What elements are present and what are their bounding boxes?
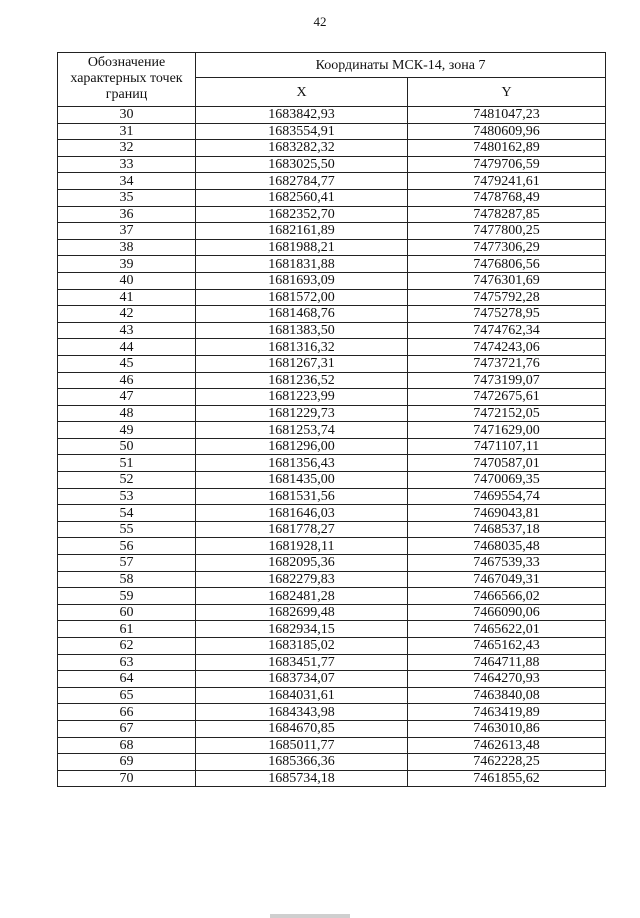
table-row bbox=[58, 156, 606, 173]
point-number-cell: 64 bbox=[58, 671, 196, 688]
y-coordinate-cell: 7465622,01 bbox=[408, 621, 606, 638]
y-coordinate-cell: 7470069,35 bbox=[408, 472, 606, 489]
y-coordinate-cell: 7480609,96 bbox=[408, 123, 606, 140]
y-coordinate-cell: 7474243,06 bbox=[408, 339, 606, 356]
x-coordinate-cell: 1682699,48 bbox=[196, 604, 408, 621]
x-coordinate-cell: 1682095,36 bbox=[196, 555, 408, 572]
point-number-cell: 67 bbox=[58, 720, 196, 737]
x-coordinate-cell: 1681531,56 bbox=[196, 488, 408, 505]
y-coordinate-cell: 7464711,88 bbox=[408, 654, 606, 671]
y-coordinate-cell: 7468035,48 bbox=[408, 538, 606, 555]
y-coordinate-cell: 7471107,11 bbox=[408, 438, 606, 455]
x-coordinate-cell: 1683734,07 bbox=[196, 671, 408, 688]
y-coordinate-cell: 7464270,93 bbox=[408, 671, 606, 688]
point-number-cell: 66 bbox=[58, 704, 196, 721]
x-coordinate-cell: 1681236,52 bbox=[196, 372, 408, 389]
coordinates-table bbox=[57, 52, 606, 787]
point-number-cell: 51 bbox=[58, 455, 196, 472]
header-x: X bbox=[196, 78, 408, 107]
x-coordinate-cell: 1681296,00 bbox=[196, 438, 408, 455]
y-coordinate-cell: 7474762,34 bbox=[408, 322, 606, 339]
scan-edge-mark bbox=[270, 914, 350, 918]
table-row bbox=[58, 339, 606, 356]
point-number-cell: 58 bbox=[58, 571, 196, 588]
y-coordinate-cell: 7472675,61 bbox=[408, 389, 606, 406]
point-number-cell: 36 bbox=[58, 206, 196, 223]
table-row bbox=[58, 239, 606, 256]
table-row bbox=[58, 671, 606, 688]
x-coordinate-cell: 1684670,85 bbox=[196, 720, 408, 737]
point-number-cell: 37 bbox=[58, 223, 196, 240]
point-number-cell: 41 bbox=[58, 289, 196, 306]
y-coordinate-cell: 7463010,86 bbox=[408, 720, 606, 737]
x-coordinate-cell: 1681316,32 bbox=[196, 339, 408, 356]
y-coordinate-cell: 7469043,81 bbox=[408, 505, 606, 522]
y-coordinate-cell: 7475278,95 bbox=[408, 306, 606, 323]
point-number-cell: 63 bbox=[58, 654, 196, 671]
x-coordinate-cell: 1685734,18 bbox=[196, 770, 408, 787]
x-coordinate-cell: 1682279,83 bbox=[196, 571, 408, 588]
point-number-cell: 39 bbox=[58, 256, 196, 273]
y-coordinate-cell: 7472152,05 bbox=[408, 405, 606, 422]
point-number-cell: 53 bbox=[58, 488, 196, 505]
x-coordinate-cell: 1681435,00 bbox=[196, 472, 408, 489]
point-number-cell: 65 bbox=[58, 687, 196, 704]
point-number-cell: 45 bbox=[58, 355, 196, 372]
x-coordinate-cell: 1681356,43 bbox=[196, 455, 408, 472]
point-number-cell: 54 bbox=[58, 505, 196, 522]
y-coordinate-cell: 7468537,18 bbox=[408, 521, 606, 538]
y-coordinate-cell: 7463840,08 bbox=[408, 687, 606, 704]
y-coordinate-cell: 7478287,85 bbox=[408, 206, 606, 223]
table-row bbox=[58, 638, 606, 655]
table-row bbox=[58, 704, 606, 721]
y-coordinate-cell: 7477306,29 bbox=[408, 239, 606, 256]
x-coordinate-cell: 1682481,28 bbox=[196, 588, 408, 605]
x-coordinate-cell: 1681988,21 bbox=[196, 239, 408, 256]
header-y: Y bbox=[408, 78, 606, 107]
x-coordinate-cell: 1681778,27 bbox=[196, 521, 408, 538]
x-coordinate-cell: 1683842,93 bbox=[196, 107, 408, 124]
x-coordinate-cell: 1681572,00 bbox=[196, 289, 408, 306]
y-coordinate-cell: 7479706,59 bbox=[408, 156, 606, 173]
y-coordinate-cell: 7461855,62 bbox=[408, 770, 606, 787]
table-row bbox=[58, 422, 606, 439]
table-row bbox=[58, 289, 606, 306]
point-number-cell: 30 bbox=[58, 107, 196, 124]
point-number-cell: 70 bbox=[58, 770, 196, 787]
table-row bbox=[58, 488, 606, 505]
header-coordinate-system: Координаты МСК-14, зона 7 bbox=[196, 53, 606, 78]
x-coordinate-cell: 1681229,73 bbox=[196, 405, 408, 422]
point-number-cell: 35 bbox=[58, 189, 196, 206]
point-number-cell: 33 bbox=[58, 156, 196, 173]
y-coordinate-cell: 7477800,25 bbox=[408, 223, 606, 240]
table-row bbox=[58, 571, 606, 588]
x-coordinate-cell: 1682934,15 bbox=[196, 621, 408, 638]
point-number-cell: 60 bbox=[58, 604, 196, 621]
table-row bbox=[58, 173, 606, 190]
table-row bbox=[58, 604, 606, 621]
table-row bbox=[58, 555, 606, 572]
y-coordinate-cell: 7480162,89 bbox=[408, 140, 606, 157]
point-number-cell: 34 bbox=[58, 173, 196, 190]
point-number-cell: 43 bbox=[58, 322, 196, 339]
table-body bbox=[58, 107, 606, 787]
point-number-cell: 48 bbox=[58, 405, 196, 422]
y-coordinate-cell: 7469554,74 bbox=[408, 488, 606, 505]
y-coordinate-cell: 7471629,00 bbox=[408, 422, 606, 439]
table-row bbox=[58, 372, 606, 389]
table-row bbox=[58, 322, 606, 339]
table-row bbox=[58, 737, 606, 754]
x-coordinate-cell: 1681646,03 bbox=[196, 505, 408, 522]
y-coordinate-cell: 7473199,07 bbox=[408, 372, 606, 389]
y-coordinate-cell: 7476301,69 bbox=[408, 272, 606, 289]
x-coordinate-cell: 1681831,88 bbox=[196, 256, 408, 273]
x-coordinate-cell: 1681693,09 bbox=[196, 272, 408, 289]
x-coordinate-cell: 1682161,89 bbox=[196, 223, 408, 240]
table-row bbox=[58, 770, 606, 787]
x-coordinate-cell: 1684031,61 bbox=[196, 687, 408, 704]
x-coordinate-cell: 1683185,02 bbox=[196, 638, 408, 655]
x-coordinate-cell: 1685011,77 bbox=[196, 737, 408, 754]
table-row bbox=[58, 405, 606, 422]
point-number-cell: 68 bbox=[58, 737, 196, 754]
y-coordinate-cell: 7470587,01 bbox=[408, 455, 606, 472]
x-coordinate-cell: 1683025,50 bbox=[196, 156, 408, 173]
table-row bbox=[58, 754, 606, 771]
point-number-cell: 49 bbox=[58, 422, 196, 439]
x-coordinate-cell: 1684343,98 bbox=[196, 704, 408, 721]
point-number-cell: 59 bbox=[58, 588, 196, 605]
point-number-cell: 62 bbox=[58, 638, 196, 655]
page-number: 42 bbox=[313, 14, 327, 29]
table-row bbox=[58, 455, 606, 472]
table-row bbox=[58, 621, 606, 638]
x-coordinate-cell: 1683282,32 bbox=[196, 140, 408, 157]
x-coordinate-cell: 1681383,50 bbox=[196, 322, 408, 339]
point-number-cell: 38 bbox=[58, 239, 196, 256]
x-coordinate-cell: 1681223,99 bbox=[196, 389, 408, 406]
point-number-cell: 52 bbox=[58, 472, 196, 489]
table-row bbox=[58, 505, 606, 522]
table-row bbox=[58, 355, 606, 372]
x-coordinate-cell: 1683554,91 bbox=[196, 123, 408, 140]
x-coordinate-cell: 1682352,70 bbox=[196, 206, 408, 223]
table-row bbox=[58, 123, 606, 140]
table-header bbox=[58, 53, 606, 107]
y-coordinate-cell: 7462613,48 bbox=[408, 737, 606, 754]
point-number-cell: 44 bbox=[58, 339, 196, 356]
table-row bbox=[58, 472, 606, 489]
point-number-cell: 46 bbox=[58, 372, 196, 389]
table-row bbox=[58, 306, 606, 323]
y-coordinate-cell: 7481047,23 bbox=[408, 107, 606, 124]
table-row bbox=[58, 189, 606, 206]
y-coordinate-cell: 7473721,76 bbox=[408, 355, 606, 372]
table-row bbox=[58, 389, 606, 406]
point-number-cell: 56 bbox=[58, 538, 196, 555]
table-row bbox=[58, 272, 606, 289]
point-number-cell: 50 bbox=[58, 438, 196, 455]
x-coordinate-cell: 1682784,77 bbox=[196, 173, 408, 190]
y-coordinate-cell: 7466566,02 bbox=[408, 588, 606, 605]
y-coordinate-cell: 7467539,33 bbox=[408, 555, 606, 572]
y-coordinate-cell: 7475792,28 bbox=[408, 289, 606, 306]
point-number-cell: 47 bbox=[58, 389, 196, 406]
table-row bbox=[58, 538, 606, 555]
y-coordinate-cell: 7467049,31 bbox=[408, 571, 606, 588]
table-row bbox=[58, 107, 606, 124]
x-coordinate-cell: 1681253,74 bbox=[196, 422, 408, 439]
table-row bbox=[58, 438, 606, 455]
table-row bbox=[58, 687, 606, 704]
x-coordinate-cell: 1685366,36 bbox=[196, 754, 408, 771]
table-row bbox=[58, 140, 606, 157]
point-number-cell: 61 bbox=[58, 621, 196, 638]
y-coordinate-cell: 7463419,89 bbox=[408, 704, 606, 721]
table-row bbox=[58, 223, 606, 240]
y-coordinate-cell: 7476806,56 bbox=[408, 256, 606, 273]
point-number-cell: 42 bbox=[58, 306, 196, 323]
point-number-cell: 57 bbox=[58, 555, 196, 572]
y-coordinate-cell: 7479241,61 bbox=[408, 173, 606, 190]
y-coordinate-cell: 7466090,06 bbox=[408, 604, 606, 621]
table-row bbox=[58, 256, 606, 273]
x-coordinate-cell: 1683451,77 bbox=[196, 654, 408, 671]
point-number-cell: 31 bbox=[58, 123, 196, 140]
header-point-designation: Обозначение характерных точек границ bbox=[58, 53, 196, 107]
y-coordinate-cell: 7462228,25 bbox=[408, 754, 606, 771]
table-row bbox=[58, 720, 606, 737]
table-row bbox=[58, 206, 606, 223]
x-coordinate-cell: 1681928,11 bbox=[196, 538, 408, 555]
y-coordinate-cell: 7465162,43 bbox=[408, 638, 606, 655]
table-row bbox=[58, 521, 606, 538]
x-coordinate-cell: 1682560,41 bbox=[196, 189, 408, 206]
point-number-cell: 55 bbox=[58, 521, 196, 538]
table-row bbox=[58, 654, 606, 671]
x-coordinate-cell: 1681468,76 bbox=[196, 306, 408, 323]
table-row bbox=[58, 588, 606, 605]
point-number-cell: 69 bbox=[58, 754, 196, 771]
x-coordinate-cell: 1681267,31 bbox=[196, 355, 408, 372]
point-number-cell: 32 bbox=[58, 140, 196, 157]
point-number-cell: 40 bbox=[58, 272, 196, 289]
y-coordinate-cell: 7478768,49 bbox=[408, 189, 606, 206]
